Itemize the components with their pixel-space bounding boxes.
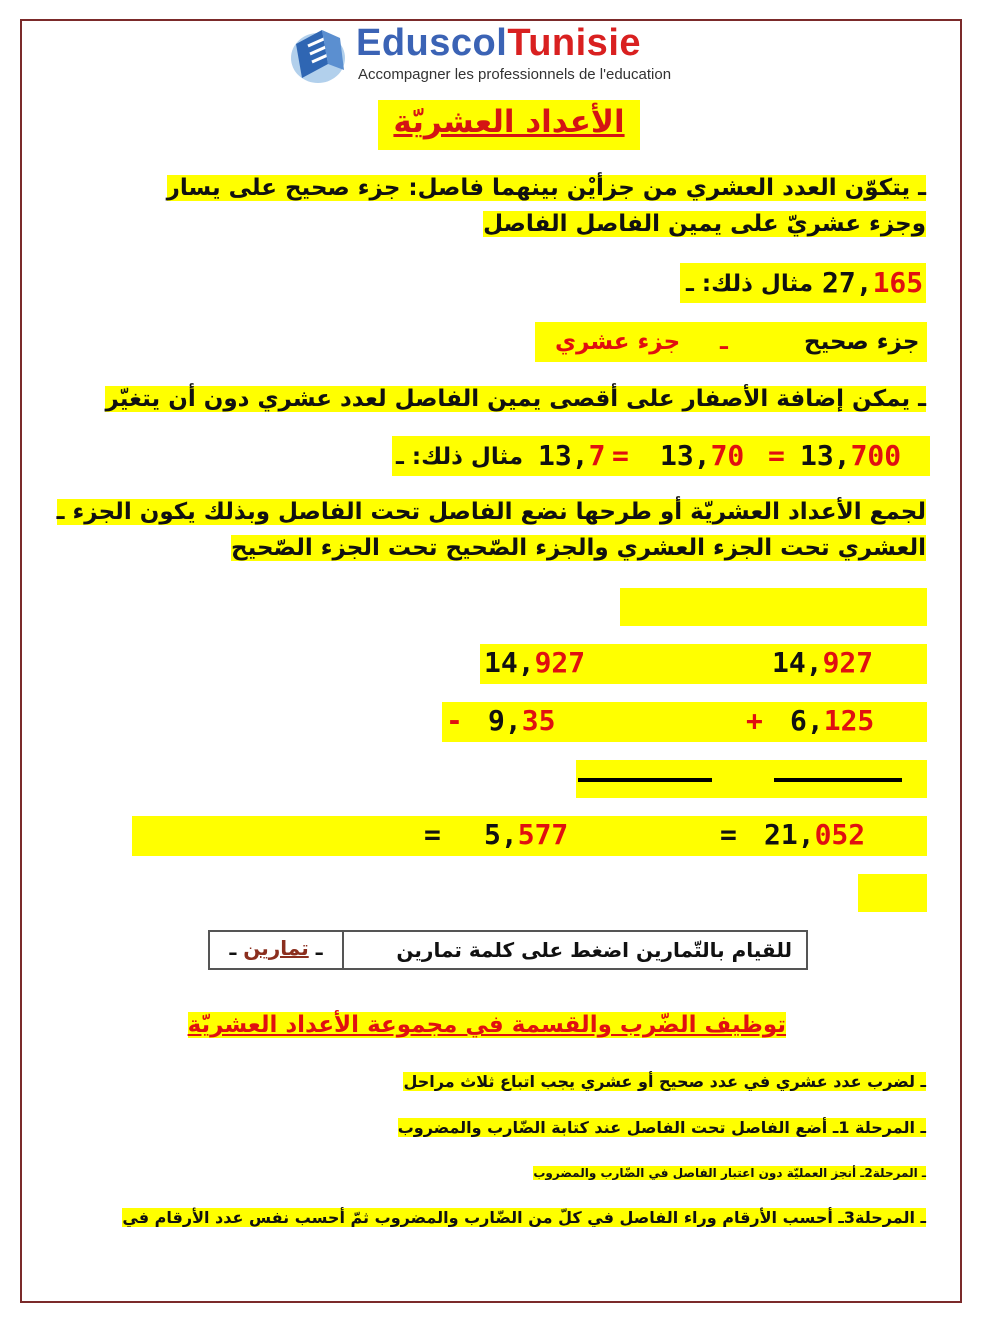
exercises-link-row — [212, 936, 340, 960]
subtraction-top — [484, 646, 585, 679]
subtraction-result-int: 5, — [484, 818, 518, 851]
logo-name-part1: Eduscol — [356, 22, 508, 64]
addition-top-dec: 927 — [822, 646, 874, 679]
exercises-link-suffix: ـ — [229, 936, 237, 960]
part-integer-label: جزء صحيح — [804, 329, 920, 355]
subtraction-rule-line — [578, 778, 712, 782]
exercises-link[interactable]: تمارين — [243, 936, 309, 960]
step-1: ـ المرحلة 1ـ أضع الفاصل تحت الفاصل عند كتابة الضّارب والمضروب — [397, 1118, 926, 1137]
subtraction-operator: - — [446, 704, 463, 737]
example2-label: مثال ذلك: ـ — [396, 444, 524, 470]
zeros-rule: ـ يمكن إضافة الأصفار على أقصى يمين الفاصل لعدد عشري دون أن يتغيّر — [105, 386, 926, 412]
subtraction-result — [484, 818, 568, 851]
intro-line-2: وجزء عشريّ على يمين الفاصل الفاصل — [483, 211, 926, 237]
exercises-link-prefix: ـ — [315, 936, 323, 960]
example2-b-dec: 70 — [710, 439, 745, 472]
example2-b-int: 13, — [660, 439, 711, 472]
addition-operator: + — [746, 704, 763, 737]
ops-highlight-top — [620, 588, 927, 626]
exercises-box-divider — [342, 932, 344, 968]
example2-c-int: 13, — [800, 439, 851, 472]
addition-top — [772, 646, 873, 679]
part-dash: ـ — [720, 329, 728, 355]
subtraction-bottom-int: 9, — [488, 704, 522, 737]
example2-eq-2: = — [768, 439, 785, 472]
part-decimal-label: جزء عشري — [555, 329, 681, 355]
subtraction-result-dec: 577 — [517, 818, 569, 851]
add-rule-line-2: العشري تحت الجزء العشري والجزء الصّحيح تحت الجزء الصّحيح — [231, 535, 926, 561]
addition-bottom — [790, 704, 874, 737]
example1-dec: 165 — [872, 266, 924, 299]
example2-a — [538, 439, 605, 472]
section2-title: توظيف الضّرب والقسمة في مجموعة الأعداد العشريّة — [187, 1012, 786, 1038]
addition-bottom-dec: 125 — [823, 704, 875, 737]
example1-int: 27, — [822, 266, 873, 299]
example2-a-dec: 7 — [588, 439, 606, 472]
logo-tagline: Accompagner les professionnels de l'education — [358, 66, 672, 83]
subtraction-top-dec: 927 — [534, 646, 586, 679]
example1-label: مثال ذلك: ـ — [686, 271, 814, 297]
subtraction-eq: = — [424, 818, 441, 851]
addition-rule-line — [774, 778, 902, 782]
intro-line-1: ـ يتكوّن العدد العشري من جزأيْن بينهما فاصل: جزء صحيح على يسار — [166, 175, 926, 201]
addition-result-dec: 052 — [814, 818, 866, 851]
example2-eq-1: = — [612, 439, 629, 472]
ops-highlight-bottom — [858, 874, 927, 912]
addition-top-int: 14, — [772, 646, 823, 679]
example2-c-dec: 700 — [850, 439, 902, 472]
add-rule-line-1: لجمع الأعداد العشريّة أو طرحها نضع الفاصل تحت الفاصل وبذلك يكون الجزء ـ — [56, 499, 926, 525]
step-3: ـ المرحلة3ـ أحسب الأرقام وراء الفاصل في كلّ من الضّارب والمضروب ثمّ أحسب نفس عدد الأرقام في — [122, 1208, 926, 1227]
subtraction-top-int: 14, — [484, 646, 535, 679]
addition-result — [764, 818, 865, 851]
example2-a-int: 13, — [538, 439, 589, 472]
addition-result-int: 21, — [764, 818, 815, 851]
logo-title — [356, 22, 641, 65]
example1-number — [822, 266, 923, 299]
subtraction-bottom-dec: 35 — [521, 704, 556, 737]
step-2: ـ المرحلة2ـ أنجز العمليّة دون اعتبار الفاصل في الضّارب والمضروب — [533, 1166, 926, 1180]
example2-b — [660, 439, 744, 472]
page-title: الأعداد العشريّة — [393, 104, 625, 140]
addition-eq: = — [720, 818, 737, 851]
exercises-instruction: للقيام بالتّمارين اضغط على كلمة تمارين — [396, 938, 792, 962]
subtraction-bottom — [488, 704, 555, 737]
steps-intro: ـ لضرب عدد عشري في عدد صحيح أو عشري يجب اتباع ثلاث مراحل — [403, 1072, 926, 1091]
logo-name-part2: Tunisie — [507, 22, 642, 64]
addition-bottom-int: 6, — [790, 704, 824, 737]
example2-c — [800, 439, 901, 472]
book-logo-icon — [288, 24, 348, 86]
